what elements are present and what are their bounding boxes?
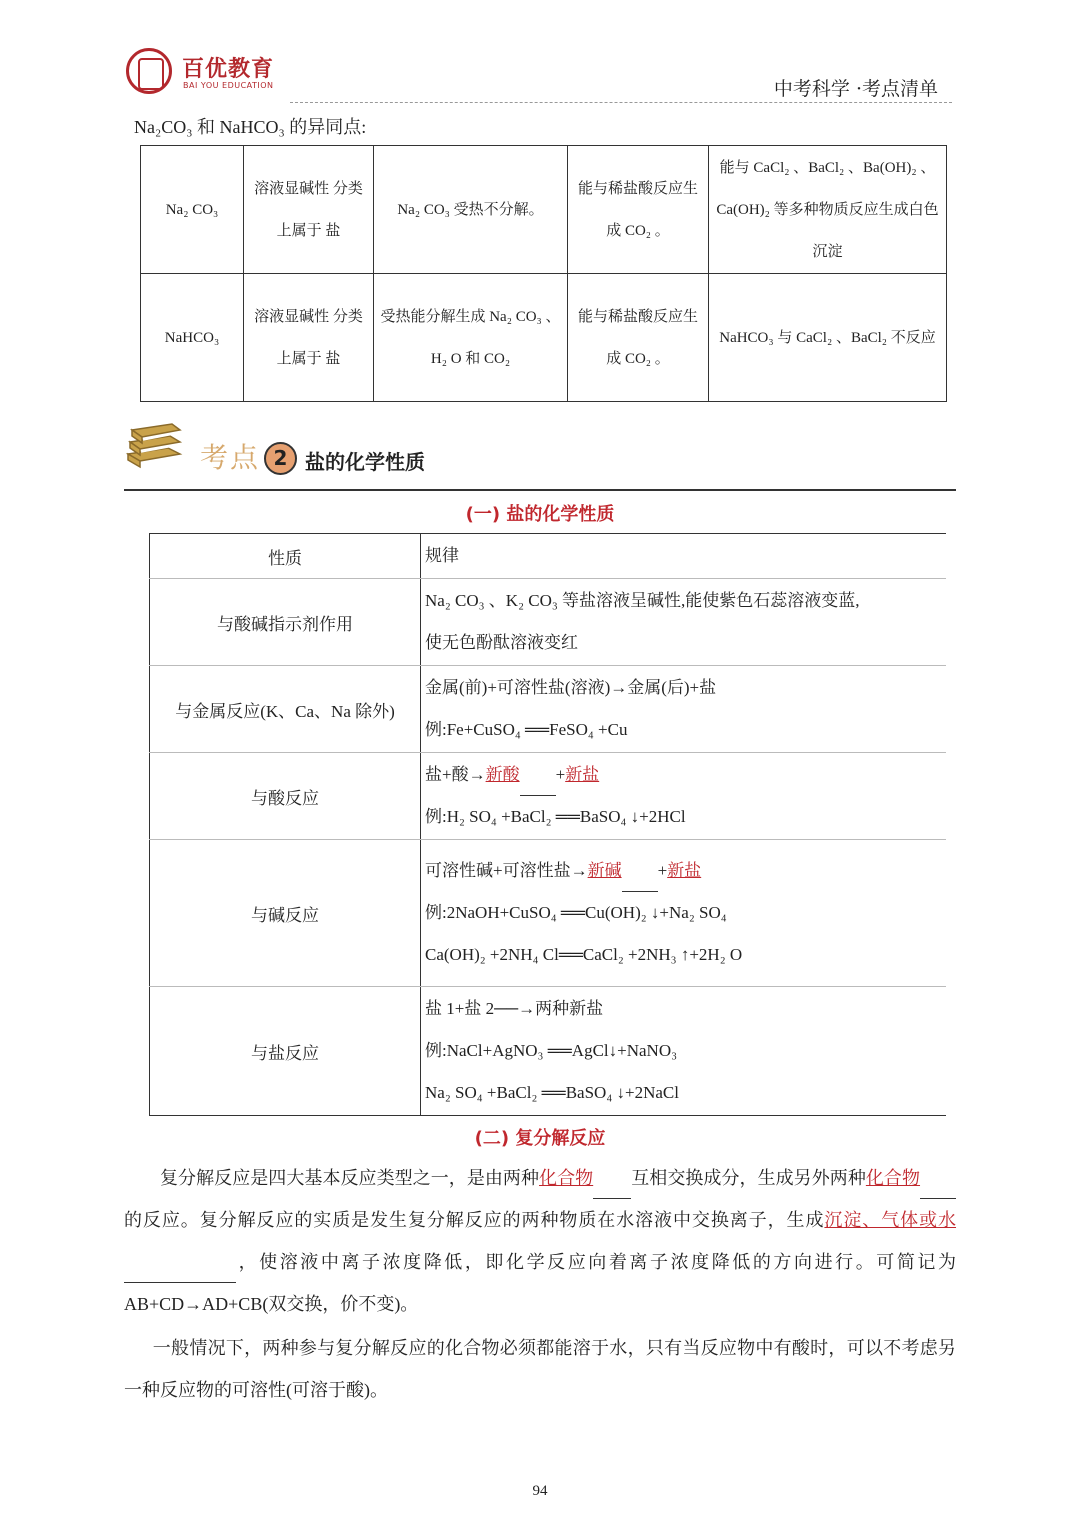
table-cell: 能与 CaCl₂ 、BaCl₂ 、Ba(OH)₂ 、Ca(OH)₂ 等多种物质反应生成白色沉淀	[709, 146, 947, 274]
property-name: 与盐反应	[150, 987, 421, 1116]
table-cell: 能与稀盐酸反应生成 CO₂ 。	[568, 146, 709, 274]
property-name: 与酸碱指示剂作用	[150, 579, 421, 666]
property-rule	[421, 666, 947, 753]
rule-line: 例:Fe+CuSO₄ ══FeSO₄ +Cu	[425, 720, 628, 739]
rule-line: 例:2NaOH+CuSO₄ ══Cu(OH)₂ ↓+Na₂ SO₄	[425, 903, 727, 922]
answer-text: 新碱	[587, 861, 622, 880]
table-cell: 受热能分解生成 Na₂ CO₃ 、H₂ O 和 CO₂	[374, 274, 568, 402]
page-number: 94	[532, 1483, 548, 1499]
logo-seal-icon	[126, 48, 172, 94]
table-row	[150, 753, 947, 840]
table-cell: NaHCO₃	[141, 274, 244, 402]
property-rule	[421, 579, 947, 666]
section-number: 2	[264, 442, 297, 475]
rule-line: Ca(OH)₂ +2NH₄ Cl══CaCl₂ +2NH₃ ↑+2H₂ O	[425, 945, 743, 964]
para-text: 复分解反应是四大基本反应类型之一，是由两种	[160, 1168, 540, 1188]
logo-text-en: BAI YOU EDUCATION	[183, 81, 274, 90]
logo-text-cn: 百优教育	[182, 57, 275, 82]
rule-line: 例:NaCl+AgNO₃ ══AgCl↓+NaNO₃	[425, 1041, 678, 1060]
property-rule	[421, 840, 947, 987]
rule-line	[425, 850, 945, 892]
header-title: 中考科学 ·考点清单	[773, 78, 938, 100]
rule-line: Na₂ CO₃ 、K₂ CO₃ 等盐溶液呈碱性,能使紫色石蕊溶液变蓝,	[425, 591, 860, 610]
answer-text: 化合物	[865, 1168, 921, 1188]
rule-line: 盐 1+盐 2──→两种新盐	[425, 999, 604, 1018]
section-label: 考点	[200, 441, 261, 474]
table-header-cell: 性质	[150, 534, 421, 579]
rule-text: 盐+酸→	[425, 765, 486, 784]
para-text: 互相交换成分，生成另外两种	[631, 1168, 866, 1188]
subsection-title: (二) 复分解反应	[474, 1128, 606, 1149]
property-rule	[421, 987, 947, 1116]
rule-text: 可溶性碱+可溶性盐→	[425, 861, 588, 880]
rule-line: 金属(前)+可溶性盐(溶液)→金属(后)+盐	[425, 678, 717, 697]
table-cell: Na₂ CO₃ 受热不分解。	[374, 146, 568, 274]
para-text: 的反应。复分解反应的实质是发生复分解反应的两种物质在水溶液中交换离子，生成	[124, 1210, 825, 1230]
table-cell: Na₂ CO₃	[141, 146, 244, 274]
table-row	[150, 840, 947, 987]
answer-text: 新酸	[485, 765, 520, 784]
subsection-title: (一) 盐的化学性质	[465, 504, 615, 525]
section-title: 盐的化学性质	[305, 450, 425, 474]
answer-text: 新盐	[565, 765, 600, 784]
rule-line: 使无色酚酞溶液变红	[425, 633, 578, 652]
paragraph	[124, 1157, 956, 1325]
property-name: 与碱反应	[150, 840, 421, 987]
table-row	[150, 987, 947, 1116]
answer-text: 化合物	[539, 1168, 594, 1188]
table-row	[150, 666, 947, 753]
table-cell: 溶液显碱性 分类上属于 盐	[244, 146, 374, 274]
answer-text: 新盐	[667, 861, 702, 880]
rule-line: 例:H₂ SO₄ +BaCl₂ ══BaSO₄ ↓+2HCl	[425, 807, 686, 826]
table-row	[150, 579, 947, 666]
para-text: ，使溶液中离子浓度降低，即化学反应向着离子浓度降低的方向进行。可简记为 AB+CD→AD+CB(双交换，价不变)。	[124, 1252, 956, 1314]
compare-table	[140, 145, 947, 402]
answer-blank	[593, 1198, 631, 1199]
table-header-cell: 规律	[421, 534, 947, 579]
property-name: 与酸反应	[150, 753, 421, 840]
rule-text: +	[657, 861, 668, 880]
table-cell: NaHCO₃ 与 CaCl₂ 、BaCl₂ 不反应	[709, 274, 947, 402]
table-cell: 溶液显碱性 分类上属于 盐	[244, 274, 374, 402]
table-row	[141, 146, 947, 274]
table-header-row	[150, 534, 947, 579]
property-name: 与金属反应(K、Ca、Na 除外)	[150, 666, 421, 753]
intro-text: Na₂CO₃ 和 NaHCO₃ 的异同点:	[134, 117, 367, 137]
brand-logo	[126, 48, 286, 100]
answer-blank	[920, 1198, 956, 1199]
rule-line	[425, 754, 945, 796]
table-cell: 能与稀盐酸反应生成 CO₂ 。	[568, 274, 709, 402]
answer-text: 沉淀、气体或水	[824, 1210, 957, 1230]
table-row	[141, 274, 947, 402]
paragraph: 一般情况下，两种参与复分解反应的化合物必须都能溶于水，只有当反应物中有酸时，可以不考虑另一种反应物的可溶性(可溶于酸)。	[124, 1338, 956, 1400]
section-divider	[124, 489, 956, 491]
books-icon	[124, 414, 184, 474]
header-divider	[290, 102, 952, 103]
rule-line: Na₂ SO₄ +BaCl₂ ══BaSO₄ ↓+2NaCl	[425, 1083, 679, 1102]
rule-text: +	[555, 765, 566, 784]
properties-table	[149, 533, 946, 1116]
answer-blank	[124, 1282, 236, 1283]
property-rule	[421, 753, 947, 840]
